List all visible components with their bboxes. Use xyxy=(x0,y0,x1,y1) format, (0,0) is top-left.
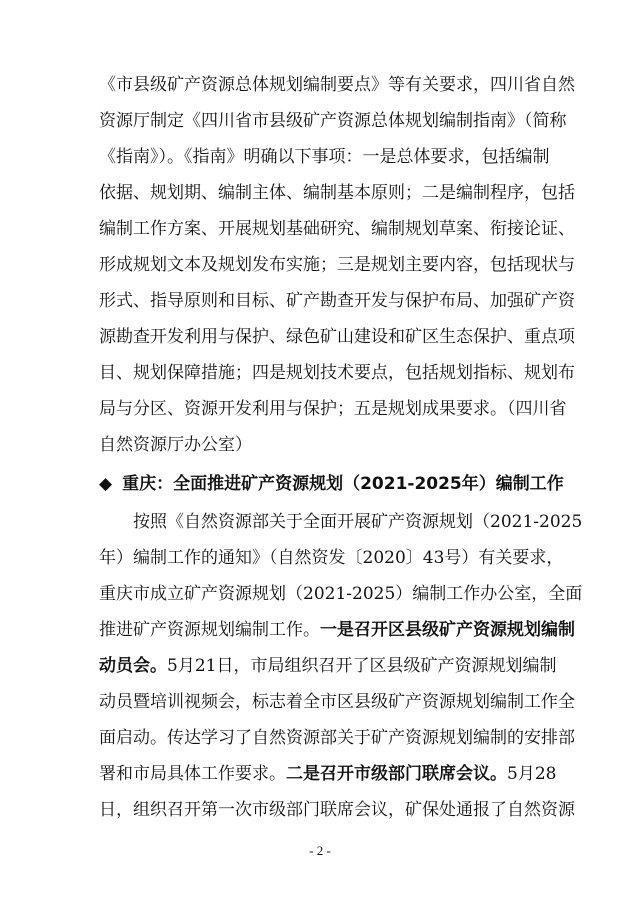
paragraph-sichuan xyxy=(99,67,575,463)
text-line: 面启动。传达学习了自然资源部关于矿产资源规划编制的安排部 xyxy=(99,728,575,748)
text-line xyxy=(99,612,575,648)
text-line: 目、规划保障措施；四是规划技术要点，包括规划指标、规划布 xyxy=(99,363,575,383)
bold-text-run: 一是召开区县级矿产资源规划编制 xyxy=(320,620,575,640)
text-line: 年）编制工作的通知》（自然资发〔2020〕43号）有关要求， xyxy=(99,548,564,568)
text-line: 《指南》）。《指南》明确以下事项：一是总体要求，包括编制 xyxy=(99,147,550,167)
section-title: 重庆：全面推进矿产资源规划（2021-2025年）编制工作 xyxy=(122,474,564,494)
text-line: 自然资源厅办公室） xyxy=(99,435,252,455)
text-line: 形式、指导原则和目标、矿产勘查开发与保护布局、加强矿产资 xyxy=(99,291,575,311)
text-run: 5月28 xyxy=(507,764,557,784)
text-line: 编制工作方案、开展规划基础研究、编制规划草案、衔接论证、 xyxy=(99,219,575,239)
bold-text-run: 动员会。 xyxy=(99,656,167,676)
text-line xyxy=(99,756,557,792)
text-run: 5月21日，市局组织召开了区县级矿产资源规划编制 xyxy=(167,656,557,676)
page-number: - 2 - xyxy=(309,843,331,858)
text-line: 资源厅制定《四川省市县级矿产资源总体规划编制指南》（简称 xyxy=(99,111,567,131)
text-line: 重庆市成立矿产资源规划（2021-2025）编制工作办公室，全面 xyxy=(99,584,583,604)
text-line: 形成规划文本及规划发布实施；三是规划主要内容，包括现状与 xyxy=(99,255,575,275)
text-line: 按照《自然资源部关于全面开展矿产资源规划（2021-2025 xyxy=(133,512,583,532)
diamond-bullet-icon: ◆ xyxy=(99,474,113,494)
text-line: 源勘查开发利用与保护、绿色矿山建设和矿区生态保护、重点项 xyxy=(99,327,575,347)
text-run: 推进矿产资源规划编制工作。 xyxy=(99,620,320,640)
text-line: 局与分区、资源开发利用与保护；五是规划成果要求。（四川省 xyxy=(99,399,567,419)
text-line: 《市县级矿产资源总体规划编制要点》等有关要求，四川省自然 xyxy=(99,75,575,95)
text-line: 日，组织召开第一次市级部门联席会议，矿保处通报了自然资源 xyxy=(99,800,575,820)
text-line: 动员暨培训视频会，标志着全市区县级矿产资源规划编制工作全 xyxy=(99,692,575,712)
text-line: 依据、规划期、编制主体、编制基本原则；二是编制程序，包括 xyxy=(99,183,575,203)
section-heading xyxy=(99,466,564,502)
text-run: 署和市局具体工作要求。 xyxy=(99,764,286,784)
text-line xyxy=(99,648,557,684)
paragraph-chongqing xyxy=(99,504,583,828)
bold-text-run: 二是召开市级部门联席会议。 xyxy=(286,764,507,784)
